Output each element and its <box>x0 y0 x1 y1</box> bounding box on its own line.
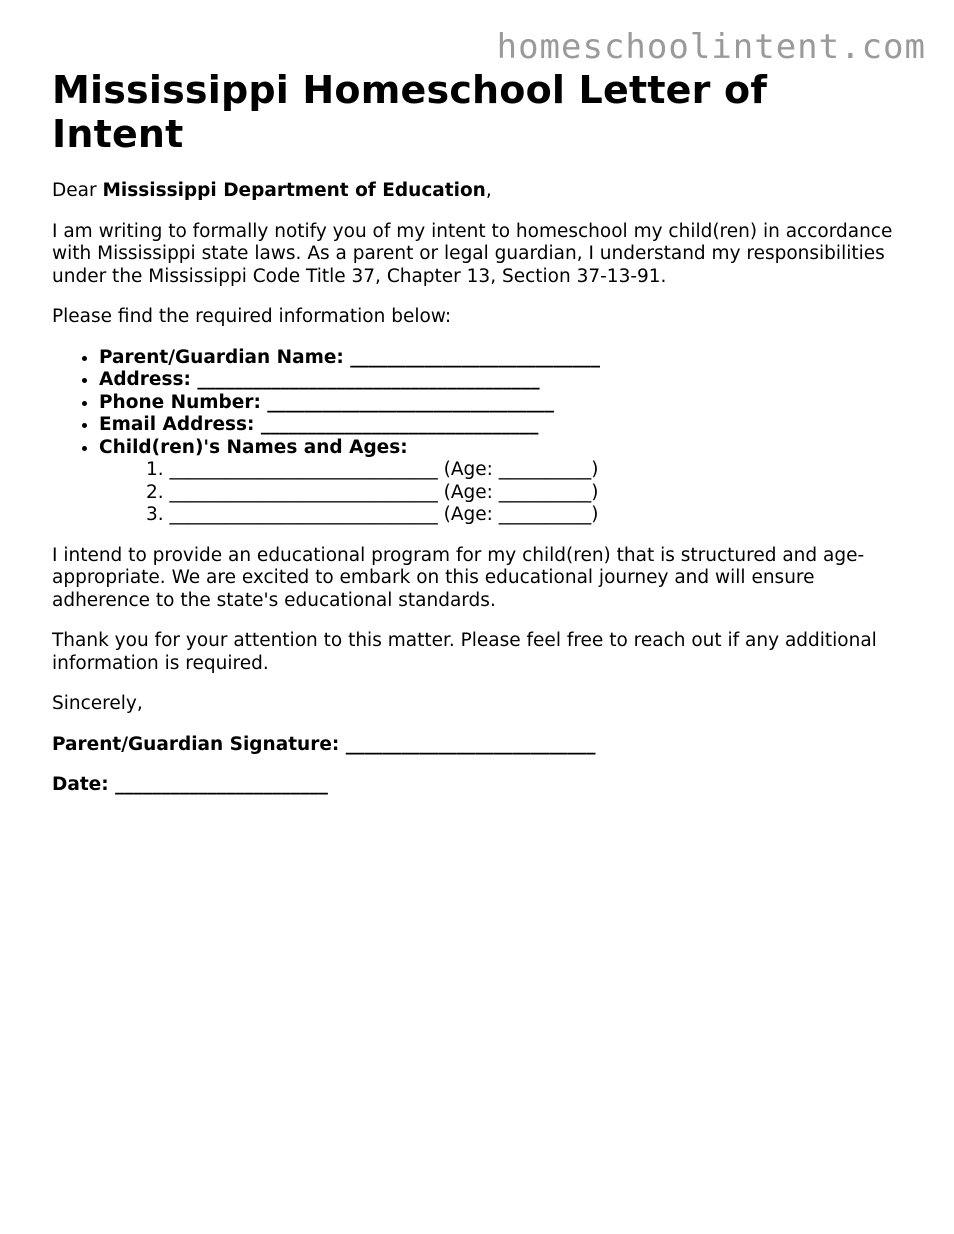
salutation <box>52 180 912 203</box>
signature-blank: ___________________________ <box>339 733 596 755</box>
salutation-recipient: Mississippi Department of Education <box>102 180 486 201</box>
letter-document <box>52 68 912 797</box>
field-blank: ___________________________ <box>343 346 601 368</box>
salutation-prefix: Dear <box>52 180 103 201</box>
program-paragraph: I intend to provide an educational program for my child(ren) that is structured and age-appropriate. We are excited to embark on this educational journey and will ensure adherence to the state's educational standards. <box>52 544 865 611</box>
date-line <box>52 774 912 797</box>
watermark-text: homeschoolintent.com <box>496 27 926 67</box>
signature-line <box>52 734 912 757</box>
field-label: Parent/Guardian Name: <box>99 346 344 368</box>
child-entry: 3. _____________________________ (Age: __________) <box>146 504 599 525</box>
required-fields-list <box>52 347 912 527</box>
field-label: Child(ren)'s Names and Ages: <box>99 436 408 458</box>
field-parent-name <box>99 347 912 370</box>
child-entry: 1. _____________________________ (Age: __________) <box>146 459 599 480</box>
field-blank: _______________________________ <box>260 391 555 413</box>
salutation-suffix: , <box>485 180 492 201</box>
date-label: Date: <box>52 774 109 795</box>
field-email <box>99 414 912 437</box>
info-prompt: Please find the required information below: <box>52 306 452 327</box>
signature-label: Parent/Guardian Signature: <box>52 733 340 755</box>
field-address <box>99 369 912 392</box>
field-label: Phone Number: <box>99 391 261 413</box>
field-label: Email Address: <box>99 414 255 435</box>
page-title: Mississippi Homeschool Letter of Intent <box>52 68 768 156</box>
date-blank: _______________________ <box>108 774 328 795</box>
child-entry: 2. _____________________________ (Age: __________) <box>146 481 599 503</box>
closing: Sincerely, <box>52 693 143 714</box>
thanks-paragraph: Thank you for your attention to this matter. Please feel free to reach out if any additional information is required. <box>52 630 877 674</box>
children-list <box>99 459 912 527</box>
intro-paragraph: I am writing to formally notify you of my intent to homeschool my child(ren) in accordance with Mississippi state laws. As a parent or legal guardian, I understand my responsibilities under the Mississippi Code Title 37, Chapter 13, Section 37-13-91. <box>52 220 893 287</box>
field-phone <box>99 392 912 415</box>
field-blank: _____________________________________ <box>190 369 540 390</box>
field-label: Address: <box>99 369 191 390</box>
field-blank: ______________________________ <box>254 414 539 435</box>
field-children <box>99 437 912 527</box>
